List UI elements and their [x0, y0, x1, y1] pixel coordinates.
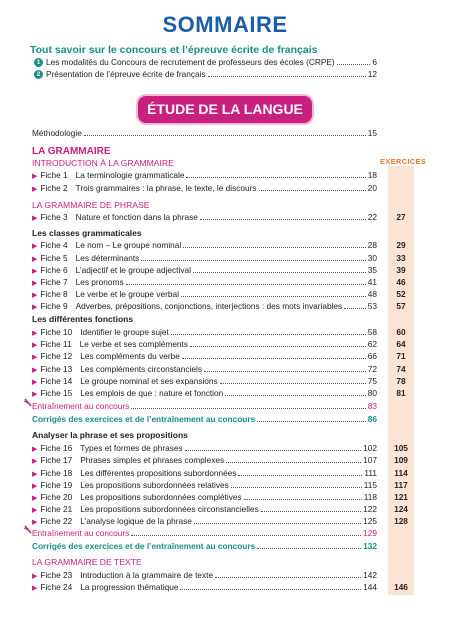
- triangle-bullet-icon: ▶: [32, 354, 38, 361]
- page-number: 53: [367, 301, 377, 311]
- fiche-row[interactable]: [32, 289, 377, 299]
- fiche-row[interactable]: [32, 492, 377, 502]
- page-number: 125: [363, 516, 377, 526]
- leader-dots: [238, 475, 362, 476]
- fiche-label: Fiche 12: [40, 351, 73, 361]
- page-number: 18: [367, 170, 377, 180]
- number-bullet-icon: 2: [34, 70, 43, 79]
- leader-dots: [180, 589, 361, 590]
- fiche-label: Fiche 23: [40, 570, 73, 580]
- triangle-bullet-icon: ▶: [32, 471, 38, 478]
- page-number: 20: [367, 183, 377, 193]
- methodologie-row[interactable]: [32, 128, 377, 138]
- fiche-label: Fiche 18: [40, 468, 73, 478]
- fiche-row[interactable]: [32, 480, 377, 490]
- triangle-bullet-icon: ▶: [32, 215, 38, 222]
- corriges-row[interactable]: [32, 414, 377, 424]
- exercise-page-number: 27: [396, 212, 406, 222]
- fiche-title: Les propositions subordonnées circonstancielles: [80, 504, 259, 514]
- methodologie-label: Méthodologie: [32, 128, 82, 138]
- intro-item[interactable]: [34, 69, 377, 79]
- fiche-title: Phrases simples et phrases complexes: [80, 455, 225, 465]
- fiche-row[interactable]: [32, 265, 377, 275]
- triangle-bullet-icon: ▶: [32, 342, 38, 349]
- exercise-page-number: 46: [396, 277, 406, 287]
- exercise-page-number: 114: [394, 468, 408, 478]
- fiche-title: Adverbes, prépositions, conjonctions, interjections : des mots invariables: [75, 301, 343, 311]
- intro-heading: Tout savoir sur le concours et l’épreuve écrite de français: [30, 44, 318, 56]
- exercises-header: EXERCICES: [380, 157, 427, 166]
- fiche-title: Les emplois de que : nature et fonction: [80, 388, 224, 398]
- fiche-label: Fiche 20: [40, 492, 73, 502]
- fiche-row[interactable]: [32, 240, 377, 250]
- leader-dots: [244, 499, 362, 500]
- page-number: 58: [367, 327, 377, 337]
- leader-dots: [226, 462, 361, 463]
- fiche-title: La progression thématique: [80, 582, 179, 592]
- fiche-row[interactable]: [32, 570, 377, 580]
- exercise-page-number: 124: [394, 504, 408, 514]
- fiche-row[interactable]: [32, 212, 377, 222]
- triangle-bullet-icon: ▶: [32, 458, 38, 465]
- leader-dots: [257, 421, 366, 422]
- section-intro-grammaire: INTRODUCTION À LA GRAMMAIRE: [32, 158, 174, 168]
- fiche-row[interactable]: [32, 582, 377, 592]
- fiche-title: L’analyse logique de la phrase: [80, 516, 192, 526]
- fiche-title: L’adjectif et le groupe adjectival: [75, 265, 191, 275]
- page-number: 30: [367, 253, 377, 263]
- fiche-label: Fiche 13: [40, 364, 73, 374]
- intro-item-text: Les modalités du Concours de recrutement de professeurs des écoles (CRPE): [46, 57, 335, 67]
- leader-dots: [84, 135, 366, 136]
- fiche-row[interactable]: [32, 327, 377, 337]
- leader-dots: [225, 395, 366, 396]
- triangle-bullet-icon: ▶: [32, 243, 38, 250]
- fiche-label: Fiche 16: [40, 443, 73, 453]
- fiche-label: Fiche 6: [40, 265, 68, 275]
- fiche-title: Trois grammaires : la phrase, le texte, le discours: [75, 183, 257, 193]
- page-number: 86: [367, 414, 377, 424]
- exercise-page-number: 117: [394, 480, 408, 490]
- page-number: 6: [372, 57, 377, 67]
- leader-dots: [141, 260, 365, 261]
- exercise-page-number: 39: [396, 265, 406, 275]
- leader-dots: [208, 76, 366, 77]
- entrainement-row[interactable]: [32, 401, 377, 411]
- fiche-title: Le groupe nominal et ses expansions: [80, 376, 218, 386]
- page-number: 22: [367, 212, 377, 222]
- page-number: 111: [364, 468, 377, 478]
- triangle-bullet-icon: ▶: [32, 573, 38, 580]
- fiche-row[interactable]: [32, 364, 377, 374]
- page-title: SOMMAIRE: [162, 12, 288, 37]
- section-fonctions: Les différentes fonctions: [32, 314, 134, 324]
- leader-dots: [215, 577, 361, 578]
- exercise-page-number: 33: [396, 253, 406, 263]
- leader-dots: [126, 284, 366, 285]
- leader-dots: [337, 64, 371, 65]
- intro-item-text: Présentation de l’épreuve écrite de français: [46, 69, 206, 79]
- triangle-bullet-icon: ▶: [32, 379, 38, 386]
- fiche-title: Les propositions subordonnées relatives: [80, 480, 229, 490]
- page-number: 66: [367, 351, 377, 361]
- fiche-label: Fiche 11: [40, 339, 72, 349]
- fiche-label: Fiche 22: [40, 516, 73, 526]
- fiche-label: Fiche 14: [40, 376, 73, 386]
- number-bullet-icon: 1: [34, 58, 43, 67]
- leader-dots: [261, 511, 361, 512]
- triangle-bullet-icon: ▶: [32, 256, 38, 263]
- fiche-title: Le verbe et ses compléments: [79, 339, 188, 349]
- page-number: 35: [367, 265, 377, 275]
- page-number: 118: [363, 492, 377, 502]
- fiche-label: Fiche 15: [40, 388, 73, 398]
- leader-dots: [204, 371, 366, 372]
- fiche-row[interactable]: [32, 339, 377, 349]
- fiche-title: Les pronoms: [75, 277, 124, 287]
- fiche-label: Fiche 4: [40, 240, 68, 250]
- fiche-title: Les déterminants: [75, 253, 140, 263]
- page-number: 12: [367, 69, 377, 79]
- fiche-label: Fiche 21: [40, 504, 73, 514]
- exercise-page-number: 128: [394, 516, 408, 526]
- page-number: 80: [367, 388, 377, 398]
- leader-dots: [181, 296, 366, 297]
- fiche-row[interactable]: [32, 376, 377, 386]
- fiche-row[interactable]: [32, 516, 377, 526]
- exercise-page-number: 29: [396, 240, 406, 250]
- triangle-bullet-icon: ▶: [32, 173, 38, 180]
- entrainement-label: Entraînement au concours: [32, 401, 130, 411]
- triangle-bullet-icon: ▶: [32, 292, 38, 299]
- pen-mark-icon: [24, 525, 32, 534]
- section-classes: Les classes grammaticales: [32, 228, 142, 238]
- leader-dots: [131, 535, 361, 536]
- fiche-label: Fiche 2: [40, 183, 68, 193]
- corriges-label: Corrigés des exercices et de l’entraînement au concours: [32, 541, 256, 551]
- leader-dots: [186, 177, 365, 178]
- leader-dots: [171, 334, 366, 335]
- page-number: 102: [363, 443, 377, 453]
- fiche-title: Le verbe et le groupe verbal: [75, 289, 179, 299]
- fiche-row[interactable]: [32, 468, 377, 478]
- fiche-label: Fiche 7: [40, 277, 68, 287]
- fiche-row[interactable]: [32, 388, 377, 398]
- fiche-row[interactable]: [32, 253, 377, 263]
- leader-dots: [185, 450, 362, 451]
- fiche-title: Identifier le groupe sujet: [80, 327, 169, 337]
- exercise-page-number: 121: [394, 492, 408, 502]
- fiche-row[interactable]: [32, 170, 377, 180]
- page-number: 48: [367, 289, 377, 299]
- entrainement-row[interactable]: [32, 528, 377, 538]
- fiche-row[interactable]: [32, 351, 377, 361]
- page-number: 41: [367, 277, 377, 287]
- fiche-row[interactable]: [32, 455, 377, 465]
- exercise-page-number: 78: [396, 376, 406, 386]
- fiche-title: Les compléments circonstanciels: [80, 364, 202, 374]
- triangle-bullet-icon: ▶: [32, 268, 38, 275]
- fiche-title: Les différentes propositions subordonnées: [80, 468, 237, 478]
- fiche-label: Fiche 17: [40, 455, 73, 465]
- leader-dots: [182, 358, 366, 359]
- page-number: 62: [367, 339, 377, 349]
- fiche-label: Fiche 24: [40, 582, 73, 592]
- exercise-page-number: 52: [396, 289, 406, 299]
- page-number: 115: [363, 480, 377, 490]
- fiche-label: Fiche 1: [40, 170, 68, 180]
- fiche-row[interactable]: [32, 277, 377, 287]
- leader-dots: [200, 219, 366, 220]
- section-analyser: Analyser la phrase et ses propositions: [32, 430, 188, 440]
- leader-dots: [193, 272, 366, 273]
- leader-dots: [190, 346, 366, 347]
- fiche-row[interactable]: [32, 443, 377, 453]
- fiche-title: Introduction à la grammaire de texte: [80, 570, 214, 580]
- triangle-bullet-icon: ▶: [32, 330, 38, 337]
- fiche-row[interactable]: [32, 301, 377, 311]
- triangle-bullet-icon: ▶: [32, 367, 38, 374]
- fiche-label: Fiche 5: [40, 253, 68, 263]
- fiche-title: Types et formes de phrases: [80, 443, 183, 453]
- leader-dots: [344, 308, 366, 309]
- section-grammaire-phrase: LA GRAMMAIRE DE PHRASE: [32, 200, 150, 210]
- section-banner: ÉTUDE DE LA LANGUE: [138, 96, 312, 123]
- fiche-label: Fiche 8: [40, 289, 68, 299]
- corriges-row[interactable]: [32, 541, 377, 551]
- triangle-bullet-icon: ▶: [32, 446, 38, 453]
- section-grammaire-texte: LA GRAMMAIRE DE TEXTE: [32, 557, 142, 567]
- exercise-page-number: 146: [394, 582, 408, 592]
- exercise-page-number: 74: [396, 364, 406, 374]
- fiche-title: La terminologie grammaticale: [75, 170, 185, 180]
- page-number: 144: [363, 582, 377, 592]
- fiche-title: Le nom – Le groupe nominal: [75, 240, 182, 250]
- page-number: 122: [363, 504, 377, 514]
- triangle-bullet-icon: ▶: [32, 495, 38, 502]
- triangle-bullet-icon: ▶: [32, 186, 38, 193]
- triangle-bullet-icon: ▶: [32, 519, 38, 526]
- leader-dots: [220, 383, 366, 384]
- leader-dots: [231, 487, 362, 488]
- leader-dots: [183, 247, 366, 248]
- fiche-title: Les propositions subordonnées complétives: [80, 492, 242, 502]
- entrainement-label: Entraînement au concours: [32, 528, 130, 538]
- leader-dots: [259, 190, 366, 191]
- intro-item[interactable]: [34, 57, 377, 67]
- exercise-page-number: 105: [394, 443, 408, 453]
- section-grammaire: LA GRAMMAIRE: [32, 146, 111, 157]
- fiche-row[interactable]: [32, 504, 377, 514]
- page-number: 142: [363, 570, 377, 580]
- fiche-title: Nature et fonction dans la phrase: [75, 212, 198, 222]
- exercise-page-number: 109: [394, 455, 408, 465]
- page-number: 72: [367, 364, 377, 374]
- fiche-label: Fiche 19: [40, 480, 73, 490]
- triangle-bullet-icon: ▶: [32, 391, 38, 398]
- fiche-label: Fiche 3: [40, 212, 68, 222]
- triangle-bullet-icon: ▶: [32, 304, 38, 311]
- triangle-bullet-icon: ▶: [32, 280, 38, 287]
- fiche-label: Fiche 9: [40, 301, 68, 311]
- page-number: 107: [363, 455, 377, 465]
- exercise-page-number: 57: [396, 301, 406, 311]
- page-number: 15: [367, 128, 377, 138]
- leader-dots: [194, 523, 361, 524]
- fiche-row[interactable]: [32, 183, 377, 193]
- leader-dots: [257, 548, 361, 549]
- exercise-page-number: 81: [396, 388, 406, 398]
- corriges-label: Corrigés des exercices et de l’entraînement au concours: [32, 414, 256, 424]
- exercise-page-number: 64: [396, 339, 406, 349]
- pen-mark-icon: [24, 398, 32, 407]
- page-number: 28: [367, 240, 377, 250]
- fiche-label: Fiche 10: [40, 327, 73, 337]
- exercise-page-number: 71: [396, 351, 406, 361]
- triangle-bullet-icon: ▶: [32, 483, 38, 490]
- triangle-bullet-icon: ▶: [32, 507, 38, 514]
- exercise-page-number: 60: [396, 327, 406, 337]
- page-number: 83: [367, 401, 377, 411]
- leader-dots: [131, 408, 365, 409]
- triangle-bullet-icon: ▶: [32, 585, 38, 592]
- page-number: 129: [363, 528, 377, 538]
- page-number: 132: [363, 541, 377, 551]
- fiche-title: Les compléments du verbe: [80, 351, 180, 361]
- page-number: 75: [367, 376, 377, 386]
